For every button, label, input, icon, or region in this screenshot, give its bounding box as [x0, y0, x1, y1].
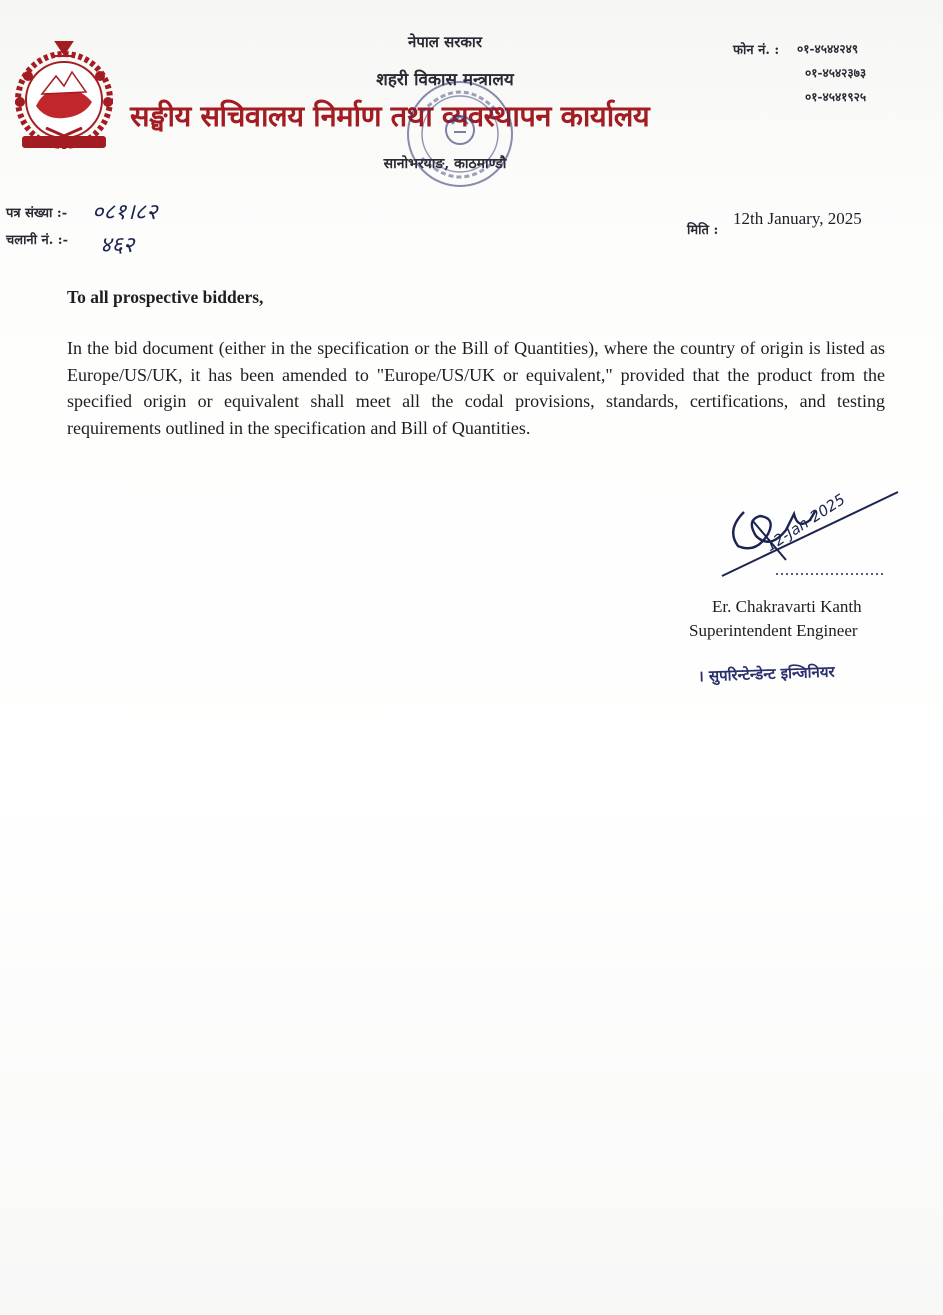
salutation: To all prospective bidders,: [67, 287, 264, 307]
handwritten-signature: [716, 490, 906, 590]
dispatch-number-label: चलानी नं. :-: [6, 233, 69, 248]
signatory-title: Superintendent Engineer: [689, 621, 858, 640]
dispatch-number-value: ४६२: [100, 233, 135, 258]
body-paragraph: In the bid document (either in the specification or the Bill of Quantities), where the country of origin is listed as Europe/US/UK, it has been amended to "Europe/US/UK or equivalent," provided that the product from the specified origin or equivalent shall meet all the codal provisions, standards, certifications, and testing requirements outlined in the specification and Bill of Quantities.: [67, 338, 885, 438]
nepal-emblem-icon: [6, 36, 122, 158]
letter-number-label: पत्र संख्या :-: [6, 206, 68, 221]
office-address: सानोभरयाङ, काठमाण्डौ: [383, 156, 507, 172]
phone-number-3: ०१-४५४१९२५: [805, 90, 867, 104]
office-seal-icon: [382, 72, 532, 202]
letter-date: 12th January, 2025: [733, 209, 862, 228]
office-name: सङ्घीय सचिवालय निर्माण तथा व्यवस्थापन कार्यालय: [130, 99, 650, 133]
phone-number-2: ०१-४५४२३७३: [805, 66, 867, 80]
designation-stamp: । सुपरिन्टेन्डेन्ट इन्जिनियर: [697, 662, 835, 686]
government-name: नेपाल सरकार: [408, 33, 482, 51]
phone-label: फोन नं. :: [733, 43, 780, 58]
signatory-name: Er. Chakravarti Kanth: [712, 597, 862, 616]
date-label: मिति :: [687, 223, 719, 238]
signature-date: 12-Jan-2025: [762, 490, 849, 555]
letter-number-value: ०८१।८२: [92, 200, 158, 225]
ministry-name: शहरी विकास मन्त्रालय: [376, 70, 514, 90]
phone-number-1: ०१-४५४४२४९: [797, 42, 859, 56]
